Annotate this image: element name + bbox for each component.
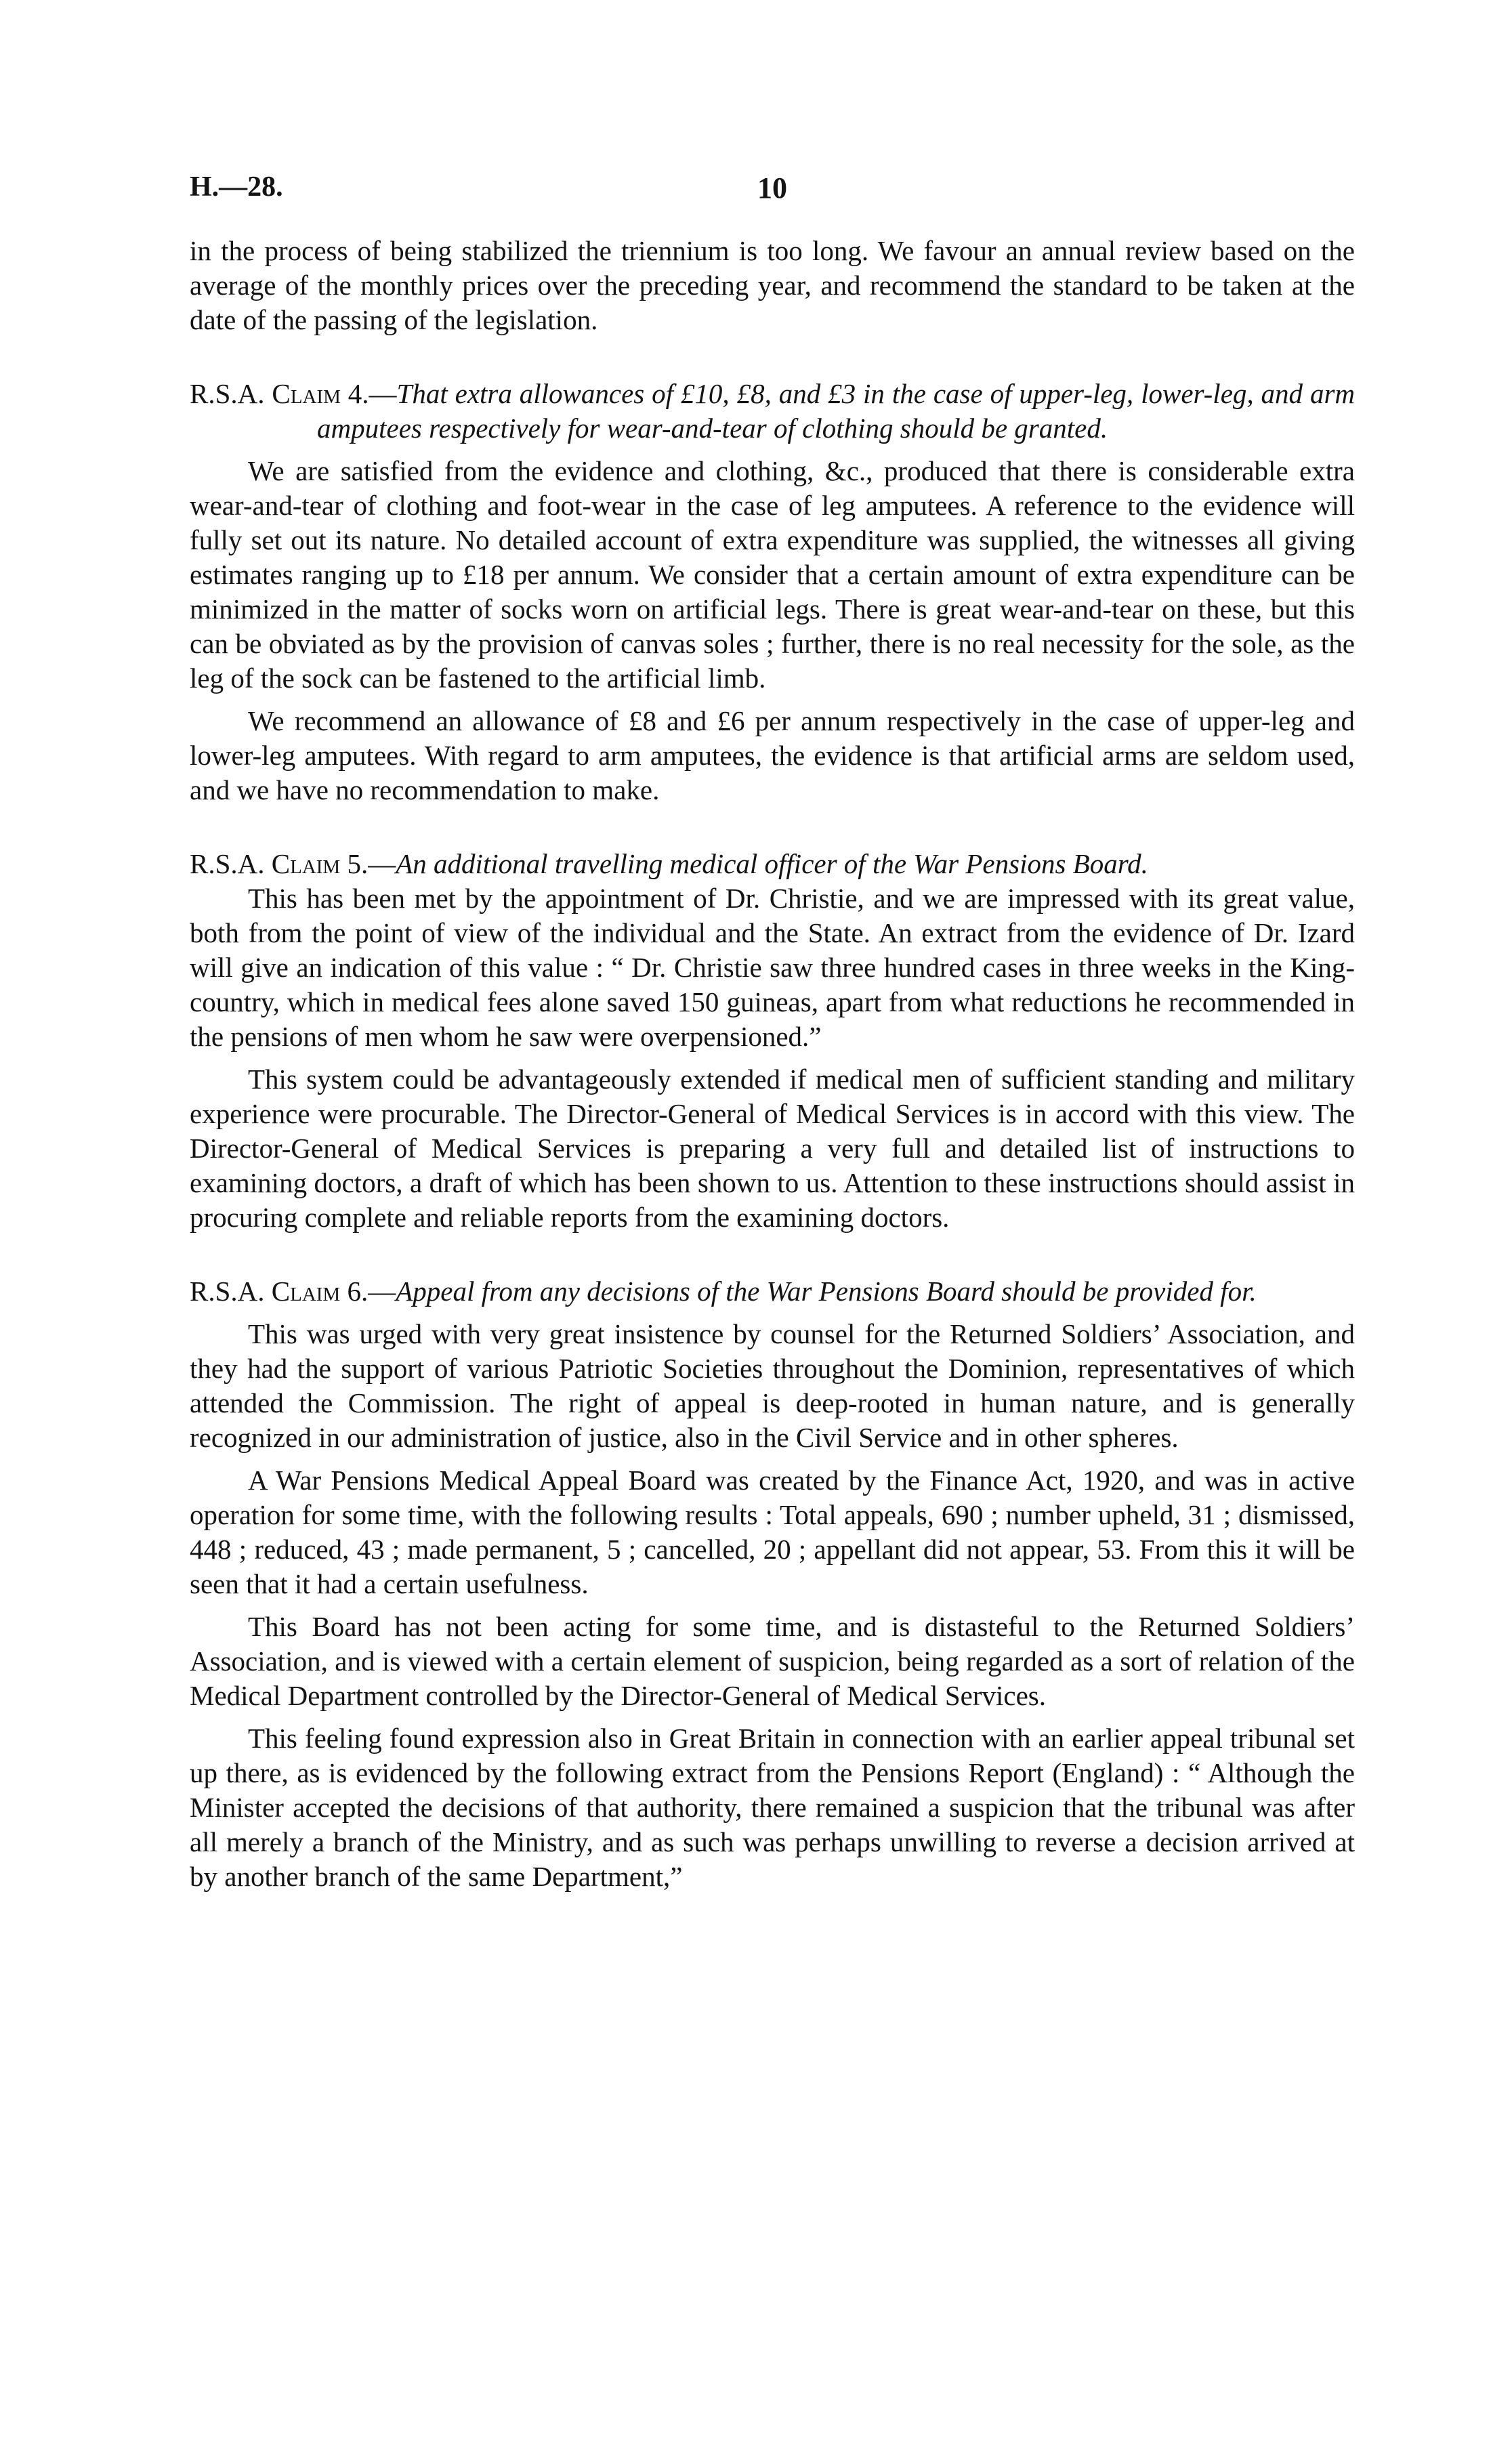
claim-5-word: Claim: [271, 848, 341, 879]
claim-4-word: Claim: [272, 378, 341, 409]
claim-5-paragraph-1: This has been met by the appointment of Dr. Christie, and we are impressed with its great value, both from the point of view of the individual and the State. An extract from the evidence of Dr. Izard will give an indication of this value : “ Dr. Christie saw three hundred cases in three weeks in the King-country, which in medical fees alone saved 150 guineas, apart from what reductions he recommended in the pensions of men whom he saw were overpensioned.”: [190, 883, 1355, 1052]
claim-4-prefix: R.S.A.: [190, 378, 272, 409]
claim-6-paragraph-4: This feeling found expression also in Great Britain in connection with an earlier appeal tribunal set up there, as is evidenced by the following extract from the Pensions Report (England) : “ Although the Minister accepted the decisions of that authority, there remained a suspicion that the tribunal was after all merely a branch of the Ministry, and as such was perhaps unwilling to reverse a decision arrived at by another branch of the same Department,”: [190, 1723, 1355, 1892]
document-reference: H.—28.: [190, 171, 283, 203]
claim-6-word: Claim: [271, 1276, 341, 1307]
claim-4-heading: [190, 377, 1355, 446]
claim-4-title: That extra allowances of £10, £8, and £3 in the case of upper-leg, lower-leg, and arm amputees respectively for wear-and-tear of clothing should be granted.: [317, 378, 1356, 444]
claim-5-title: An additional travelling medical officer of the War Pensions Board.: [396, 848, 1148, 879]
claim-6-prefix: R.S.A.: [190, 1276, 272, 1307]
document-body: [190, 234, 1355, 1894]
claim-5-prefix: R.S.A.: [190, 848, 272, 879]
claim-4-number: 4.—: [340, 378, 397, 409]
page-header: [190, 171, 1355, 211]
claim-5-heading: [190, 847, 1355, 881]
claim-6-paragraph-3: This Board has not been acting for some time, and is distasteful to the Returned Soldiers’ Association, and is viewed with a certain element of suspicion, being regarded as a sort of relation of the Medical Department controlled by the Director-General of Medical Services.: [190, 1611, 1355, 1711]
claim-5-number: 5.—: [340, 848, 396, 879]
claim-6-paragraph-1: This was urged with very great insistence by counsel for the Returned Soldiers’ Association, and they had the support of various Patriotic Societies throughout the Dominion, representatives of which attended the Commission. The right of appeal is deep-rooted in human nature, and is generally recognized in our administration of justice, also in the Civil Service and in other spheres.: [190, 1318, 1355, 1453]
claim-6-paragraph-2: A War Pensions Medical Appeal Board was created by the Finance Act, 1920, and was in active operation for some time, with the following results : Total appeals, 690 ; number upheld, 31 ; dismissed, 448 ; reduced, 43 ; made permanent, 5 ; cancelled, 20 ; appellant did not appear, 53. From this it will be seen that it had a certain usefulness.: [190, 1465, 1355, 1599]
claim-6-heading: [190, 1274, 1355, 1309]
continued-paragraph: in the process of being stabilized the triennium is too long. We favour an annual review based on the average of the monthly prices over the preceding year, and recommend the standard to be taken at the date of the passing of the legislation.: [190, 235, 1355, 335]
claim-5-paragraph-2: This system could be advantageously extended if medical men of sufficient standing and military experience were procurable. The Director-General of Medical Services is in accord with this view. The Director-General of Medical Services is preparing a very full and detailed list of instructions to examining doctors, a draft of which has been shown to us. Attention to these instructions should assist in procuring complete and reliable reports from the examining doctors.: [190, 1064, 1355, 1233]
claim-4-paragraph-2: We recommend an allowance of £8 and £6 per annum respectively in the case of upper-leg and lower-leg amputees. With regard to arm amputees, the evidence is that artificial arms are seldom used, and we have no recommendation to make.: [190, 705, 1355, 805]
claim-6-title: Appeal from any decisions of the War Pensions Board should be provided for.: [396, 1276, 1257, 1307]
claim-6-number: 6.—: [340, 1276, 396, 1307]
claim-4-paragraph-1: We are satisfied from the evidence and clothing, &c., produced that there is considerable extra wear-and-tear of clothing and foot-wear in the case of leg amputees. A reference to the evidence will fully set out its nature. No detailed account of extra expenditure was supplied, the witnesses all giving estimates ranging up to £18 per annum. We consider that a certain amount of extra expenditure can be minimized in the matter of socks worn on artificial legs. There is great wear-and-tear on these, but this can be obviated as by the provision of canvas soles ; further, there is no real necessity for the sole, as the leg of the sock can be fastened to the artificial limb.: [190, 455, 1355, 694]
page-number: 10: [757, 171, 787, 205]
